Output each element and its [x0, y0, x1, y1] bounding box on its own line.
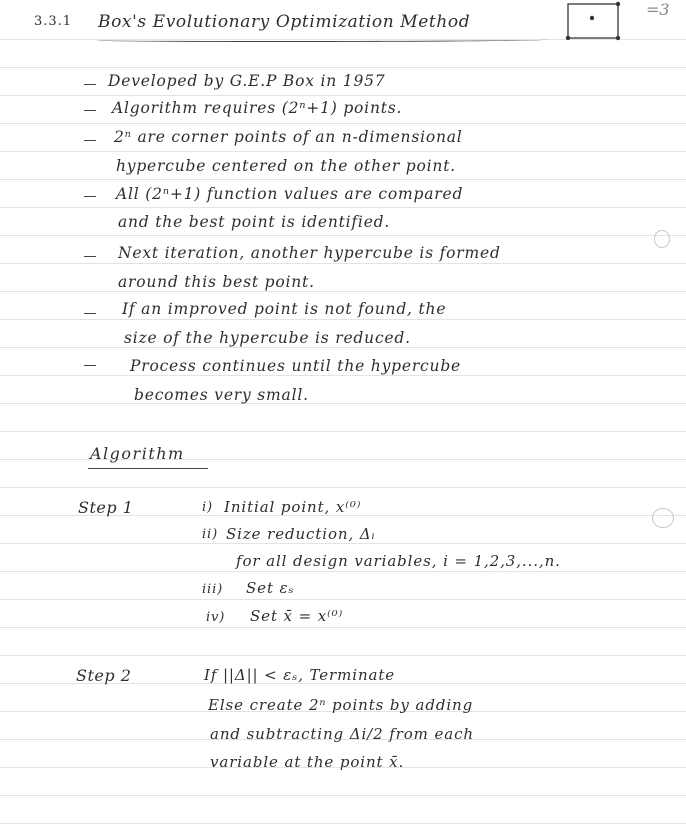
- bullet-text: around this best point.: [118, 273, 315, 291]
- step1-item-text: for all design variables, i = 1,2,3,...,n.: [236, 552, 561, 570]
- margin-mark: =3: [646, 0, 670, 19]
- step1-item-text: Initial point, x⁽⁰⁾: [224, 498, 362, 516]
- bullet-dash: [84, 84, 96, 85]
- bullet-text: Process continues until the hypercube: [130, 357, 462, 375]
- margin-circle: [654, 230, 670, 248]
- bullet-text: 2ⁿ are corner points of an n-dimensional: [114, 128, 463, 146]
- bullet-text: Algorithm requires (2ⁿ+1) points.: [112, 99, 403, 117]
- bullet-text: size of the hypercube is reduced.: [124, 329, 411, 347]
- step1-item-text: Set x̄ = x⁽⁰⁾: [250, 607, 344, 625]
- bullet-dash: [84, 110, 96, 111]
- step1-item-text: Size reduction, Δᵢ: [226, 525, 376, 543]
- step2-label: Step 2: [76, 666, 132, 685]
- bullet-text: All (2ⁿ+1) function values are compared: [116, 185, 464, 203]
- bullet-text: becomes very small.: [134, 386, 309, 404]
- bullet-text: If an improved point is not found, the: [122, 300, 447, 318]
- section-number: 3.3.1: [34, 14, 73, 29]
- bullet-dash: [84, 313, 96, 314]
- bullet-dash: [84, 365, 96, 366]
- section-title: Box's Evolutionary Optimization Method: [98, 12, 471, 32]
- step2-line: If ||Δ|| < εₛ, Terminate: [204, 666, 396, 684]
- bullet-text: Developed by G.E.P Box in 1957: [108, 72, 386, 90]
- bullet-dash: [84, 256, 96, 257]
- algorithm-underline: [88, 466, 208, 469]
- title-underline: [96, 38, 546, 42]
- step1-item-num: iii): [202, 582, 224, 597]
- step1-label: Step 1: [78, 498, 134, 517]
- step1-item-num: iv): [206, 610, 226, 625]
- bullet-dash: [84, 196, 96, 197]
- step1-item-num: ii): [202, 527, 219, 542]
- step2-line: variable at the point x̄.: [210, 753, 405, 771]
- margin-circle: [652, 508, 674, 528]
- hypercube-sketch-icon: [562, 0, 622, 44]
- algorithm-heading: Algorithm: [90, 444, 185, 463]
- bullet-text: Next iteration, another hypercube is formed: [118, 244, 501, 262]
- bullet-text: hypercube centered on the other point.: [116, 157, 456, 175]
- bullet-dash: [84, 140, 96, 141]
- bullet-text: and the best point is identified.: [118, 213, 391, 231]
- step1-item-num: i): [202, 500, 214, 515]
- step1-item-text: Set εₛ: [246, 579, 295, 597]
- step2-line: and subtracting Δi/2 from each: [210, 725, 474, 743]
- step2-line: Else create 2ⁿ points by adding: [208, 696, 474, 714]
